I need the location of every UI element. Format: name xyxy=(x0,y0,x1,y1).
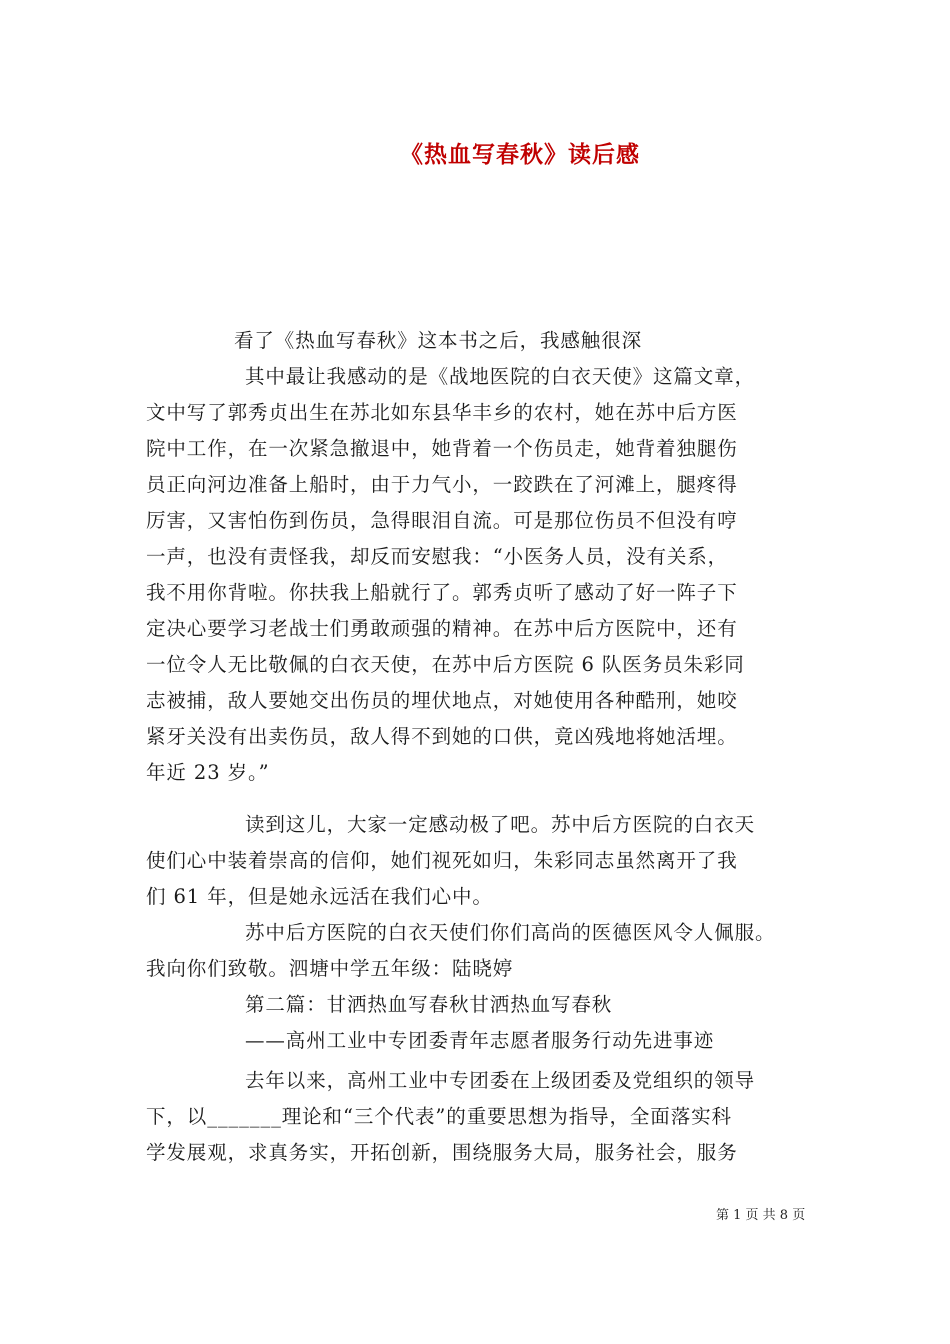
paragraph-line: 紧牙关没有出卖伤员，敌人得不到她的口供，竟凶残地将她活埋。 xyxy=(146,725,738,748)
document-title: 《热血写春秋》读后感 xyxy=(400,141,640,168)
paragraph-line: 员正向河边准备上船时，由于力气小，一跤跌在了河滩上，腿疼得 xyxy=(146,473,738,496)
paragraph-line: 院中工作，在一次紧急撤退中，她背着一个伤员走，她背着独腿伤 xyxy=(146,437,738,460)
paragraph-line: 其中最让我感动的是《战地医院的白衣天使》这篇文章， xyxy=(245,365,756,388)
paragraph-line: 年近 23 岁。” xyxy=(146,761,270,784)
paragraph-line: 一位令人无比敬佩的白衣天使，在苏中后方医院 6 队医务员朱彩同 xyxy=(146,653,745,676)
paragraph-line: 去年以来，高州工业中专团委在上级团委及党组织的领导 xyxy=(245,1069,756,1092)
paragraph-line: 文中写了郭秀贞出生在苏北如东县华丰乡的农村，她在苏中后方医 xyxy=(146,401,738,424)
paragraph-line: 我不用你背啦。你扶我上船就行了。郭秀贞听了感动了好一阵子下 xyxy=(146,581,738,604)
paragraph-line: 使们心中装着崇高的信仰，她们视死如归，朱彩同志虽然离开了我 xyxy=(146,849,738,872)
paragraph-line: 厉害，又害怕伤到伤员，急得眼泪自流。可是那位伤员不但没有哼 xyxy=(146,509,738,532)
paragraph-line: 志被捕，敌人要她交出伤员的埋伏地点，对她使用各种酷刑，她咬 xyxy=(146,689,738,712)
paragraph-line: 一声，也没有责怪我，却反而安慰我：“小医务人员，没有关系， xyxy=(146,545,729,568)
paragraph-line: 定决心要学习老战士们勇敢顽强的精神。在苏中后方医院中，还有 xyxy=(146,617,738,640)
paragraph-line: 苏中后方医院的白衣天使们你们高尚的医德医风令人佩服。 xyxy=(245,921,776,944)
section-subheading: ——高州工业中专团委青年志愿者服务行动先进事迹 xyxy=(245,1029,715,1052)
paragraph-line: 学发展观，求真务实，开拓创新，围绕服务大局，服务社会，服务 xyxy=(146,1141,738,1164)
section-heading: 第二篇：甘洒热血写春秋甘洒热血写春秋 xyxy=(245,993,613,1016)
page-number-footer: 第 1 页 共 8 页 xyxy=(716,1208,806,1223)
paragraph-line: 我向你们致敬。泗塘中学五年级：陆晓婷 xyxy=(146,957,514,980)
paragraph-line: 读到这儿，大家一定感动极了吧。苏中后方医院的白衣天 xyxy=(245,813,756,836)
paragraph-line: 们 61 年，但是她永远活在我们心中。 xyxy=(146,885,493,908)
paragraph-line: 下，以_______理论和“三个代表”的重要思想为指导，全面落实科 xyxy=(146,1105,732,1128)
paragraph-line: 看了《热血写春秋》这本书之后，我感触很深 xyxy=(234,329,643,352)
